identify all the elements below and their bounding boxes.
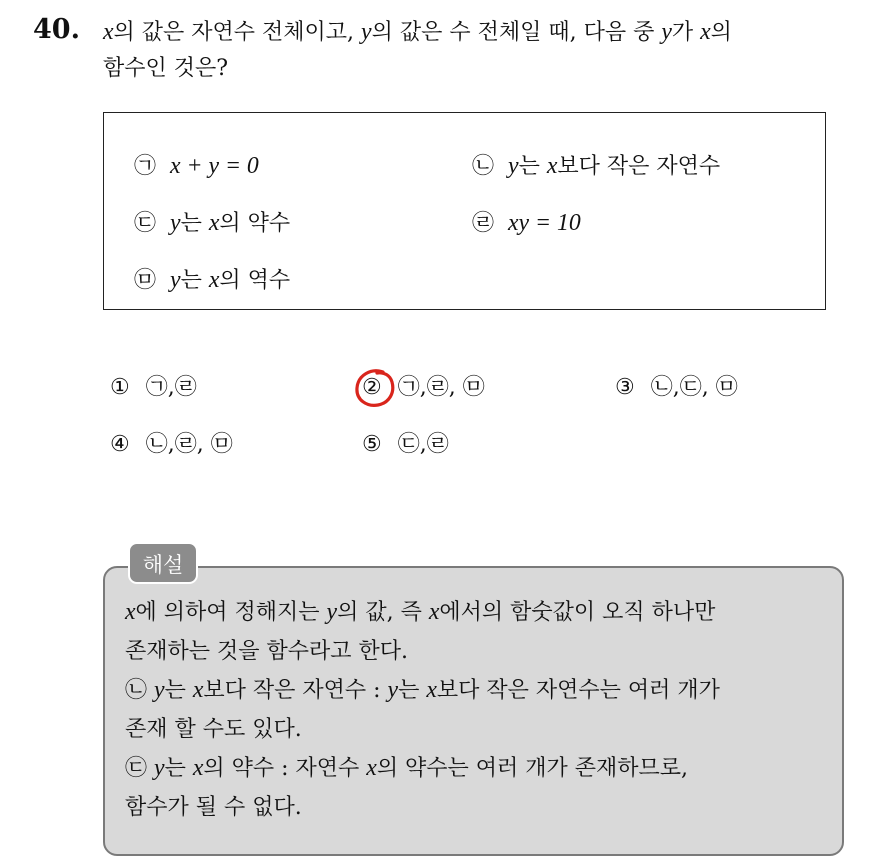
solution-text-part: 에서의 함숫값이 오직 하나만 [439, 600, 716, 625]
stem-text: 가 [671, 20, 701, 45]
var-x: x [546, 153, 558, 179]
condition-marker: ㉢ [125, 756, 148, 781]
solution-line-2: 존재하는 것을 함수라고 한다. [125, 638, 408, 664]
var-y: y [154, 677, 165, 703]
condition-d [472, 208, 581, 239]
condition-c [134, 208, 290, 239]
solution-line-6: 함수가 될 수 없다. [125, 794, 302, 820]
solution-line-3 [125, 671, 837, 711]
answer-circle-mark [353, 367, 397, 409]
condition-text: 는 [180, 268, 209, 293]
question-number: 40. [33, 14, 80, 45]
solution-text [125, 593, 837, 827]
solution-text-part: 의 약수 : 자연수 [203, 756, 367, 781]
condition-b [472, 151, 720, 182]
var-x: x [208, 210, 220, 236]
solution-text-part: 는 [398, 678, 427, 703]
solution-text-part: 는 [164, 756, 193, 781]
solution-line-5 [125, 749, 837, 789]
solution-line-4: 존재 할 수도 있다. [125, 716, 302, 742]
choice-text: ㉢,㉣ [397, 432, 449, 457]
solution-text-part: 에 의하여 정해지는 [135, 600, 327, 625]
var-y: y [326, 599, 338, 625]
condition-marker: ㉤ [134, 268, 157, 293]
choice-5[interactable] [362, 430, 449, 460]
condition-marker: ㉢ [134, 211, 157, 236]
condition-box [103, 112, 826, 310]
var-y: y [170, 267, 181, 293]
condition-text: 의 역수 [219, 268, 291, 293]
var-y: y [170, 210, 181, 236]
var-x: x [192, 755, 204, 781]
choice-text: ㉡,㉣, ㉤ [145, 432, 233, 457]
choice-text: ㉡,㉢, ㉤ [650, 375, 738, 400]
var-x: x [103, 19, 114, 45]
question-stem-line-1 [103, 14, 873, 51]
var-y: y [154, 755, 165, 781]
condition-e [134, 265, 290, 296]
condition-math: xy = 10 [508, 210, 581, 236]
solution-text-part: 는 [164, 678, 193, 703]
var-x: x [426, 677, 437, 703]
var-y: y [361, 19, 372, 45]
var-x: x [700, 19, 711, 45]
var-x: x [366, 755, 377, 781]
question-stem [103, 14, 873, 87]
choice-1[interactable] [110, 373, 197, 403]
choice-3[interactable] [615, 373, 738, 403]
condition-text: 는 [180, 211, 209, 236]
solution-text-part: 보다 작은 자연수 : [203, 678, 388, 703]
question-stem-line-2: 함수인 것은? [103, 56, 229, 81]
var-y: y [387, 677, 399, 703]
condition-marker: ㉡ [472, 154, 495, 179]
choice-number: ① [110, 375, 130, 400]
stem-text: 의 값은 수 전체일 때, 다음 중 [371, 20, 662, 45]
condition-text: 의 약수 [219, 211, 291, 236]
var-x: x [125, 599, 136, 625]
var-y: y [508, 153, 519, 179]
condition-marker: ㉠ [134, 154, 157, 179]
var-x: x [192, 677, 204, 703]
choice-number: ⑤ [362, 432, 382, 457]
stem-text: 의 값은 자연수 전체이고, [113, 20, 362, 45]
var-y: y [661, 19, 672, 45]
choice-4[interactable] [110, 430, 233, 460]
stem-text: 의 [710, 20, 732, 45]
choice-number: ③ [615, 375, 635, 400]
choice-text: ㉠,㉣ [145, 375, 197, 400]
condition-marker: ㉡ [125, 678, 148, 703]
var-x: x [208, 267, 220, 293]
choice-text: ㉠,㉣, ㉤ [397, 375, 485, 400]
condition-text: 는 [518, 154, 547, 179]
solution-text-part: 보다 작은 자연수는 여러 개가 [436, 678, 720, 703]
choice-number: ② [362, 375, 382, 400]
solution-line-1 [125, 593, 837, 633]
condition-text: 보다 작은 자연수 [557, 154, 721, 179]
condition-marker: ㉣ [472, 211, 495, 236]
var-x: x [428, 599, 440, 625]
solution-text-part: 의 값, 즉 [337, 600, 429, 625]
choice-number: ④ [110, 432, 130, 457]
condition-math: x + y = 0 [170, 153, 259, 179]
solution-tag: 해설 [128, 542, 198, 584]
solution-text-part: 의 약수는 여러 개가 존재하므로, [376, 756, 689, 781]
condition-a [134, 151, 259, 182]
